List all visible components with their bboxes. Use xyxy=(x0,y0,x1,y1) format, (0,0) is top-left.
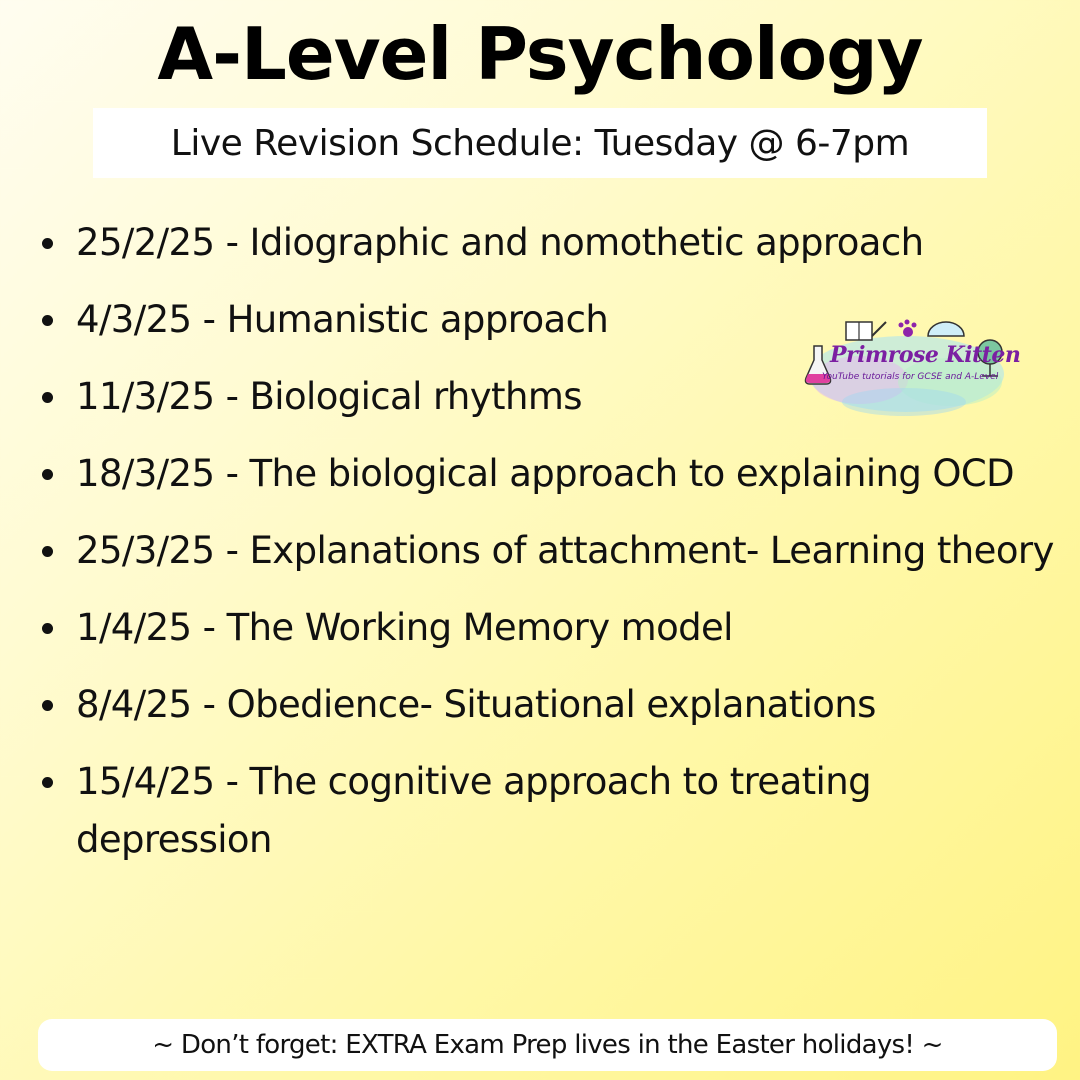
schedule-item-text: 25/3/25 - Explanations of attachment- Learning theory xyxy=(76,529,1054,572)
list-item xyxy=(38,599,1078,657)
list-item xyxy=(38,753,1036,869)
primrose-kitten-logo xyxy=(800,316,1021,426)
schedule-subtitle: Live Revision Schedule: Tuesday @ 6-7pm xyxy=(170,122,910,164)
footer-note: ~ Don’t forget: EXTRA Exam Prep lives in the Easter holidays! ~ xyxy=(152,1030,943,1060)
schedule-item-text: 1/4/25 - The Working Memory model xyxy=(76,606,733,649)
logo-art-icon xyxy=(800,316,1012,426)
footer-banner xyxy=(38,1019,1057,1071)
bullet-icon xyxy=(42,315,53,326)
bullet-icon xyxy=(42,777,53,788)
page-title: A-Level Psychology xyxy=(157,12,923,96)
list-item xyxy=(38,445,1036,503)
subtitle-banner xyxy=(93,108,987,178)
bullet-icon xyxy=(42,700,53,711)
schedule-item-text: 8/4/25 - Obedience- Situational explanations xyxy=(76,683,876,726)
bullet-icon xyxy=(42,623,53,634)
schedule-item-text: 25/2/25 - Idiographic and nomothetic approach xyxy=(76,221,924,264)
logo-tagline: YouTube tutorials for GCSE and A-Level xyxy=(822,372,999,382)
schedule-item-text: 15/4/25 - The cognitive approach to treating depression xyxy=(76,760,871,861)
bullet-icon xyxy=(42,392,53,403)
list-item xyxy=(38,676,1078,734)
schedule-item-text: 11/3/25 - Biological rhythms xyxy=(76,375,582,418)
list-item xyxy=(38,522,1080,580)
schedule-item-text: 18/3/25 - The biological approach to explaining OCD xyxy=(76,452,1015,495)
bullet-icon xyxy=(42,238,53,249)
bullet-icon xyxy=(42,469,53,480)
bullet-icon xyxy=(42,546,53,557)
list-item xyxy=(38,214,1078,272)
logo-name: Primrose Kitten xyxy=(830,342,1021,368)
schedule-item-text: 4/3/25 - Humanistic approach xyxy=(76,298,609,341)
